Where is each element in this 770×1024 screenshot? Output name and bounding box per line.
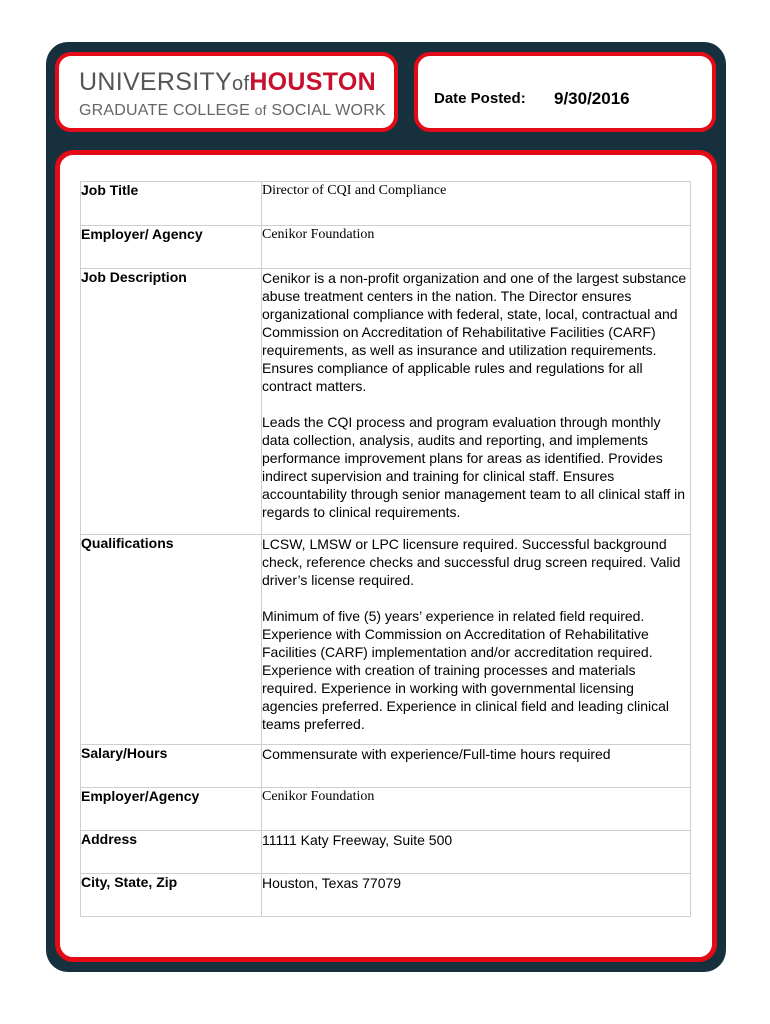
qualifications-paragraph-2: Minimum of five (5) years’ experience in related field required. Experience with Commission on Accreditation of Rehabilitative Facilities (CARF) implementation and/or accreditation required. Experience with creation of training processes and materials required. Experience in working with governmental licensing agencies preferred. Experience in clinical field and leading clinical teams preferred. [262, 608, 670, 732]
row-city-state-zip [81, 874, 691, 917]
row-qualifications [81, 535, 691, 745]
date-posted-label: Date Posted: [434, 90, 526, 107]
city-state-zip-label: City, State, Zip [81, 874, 262, 917]
address-value: 11111 Katy Freeway, Suite 500 [262, 831, 691, 874]
employer-agency-value: Cenikor Foundation [262, 226, 691, 269]
salary-hours-label: Salary/Hours [81, 745, 262, 788]
job-description-paragraph-2: Leads the CQI process and program evaluation through monthly data collection, analysis, audits and reporting, and implements performance improvement plans for areas as identified. Provides indirect supervision and training for clinical staff. Ensures accountability through senior management team to all clinical staff in regards to clinical requirements. [262, 414, 686, 520]
date-posted-box [414, 52, 716, 132]
logo-college-name: GRADUATE COLLEGE of SOCIAL WORK [79, 102, 386, 119]
job-description-value [262, 269, 691, 535]
salary-hours-value: Commensurate with experience/Full-time hours required [262, 745, 691, 788]
job-description-label: Job Description [81, 269, 262, 535]
row-employer-agency [81, 226, 691, 269]
job-title-value: Director of CQI and Compliance [262, 182, 691, 226]
employer-agency-2-label: Employer/Agency [81, 788, 262, 831]
job-details-table [80, 181, 691, 917]
city-state-zip-value: Houston, Texas 77079 [262, 874, 691, 917]
qualifications-label: Qualifications [81, 535, 262, 745]
row-employer-agency-2 [81, 788, 691, 831]
employer-agency-label: Employer/ Agency [81, 226, 262, 269]
date-posted-value: 9/30/2016 [554, 89, 630, 108]
row-address [81, 831, 691, 874]
job-description-paragraph-1: Cenikor is a non-profit organization and one of the largest substance abuse treatment centers in the nation. The Director ensures organizational compliance with federal, state, local, contractual and Commission on Accreditation of Rehabilitative Facilities (CARF) requirements, as well as insurance and utilization requirements. Ensures compliance of applicable rules and regulations for all contract matters. [262, 270, 687, 394]
university-logo [55, 52, 398, 132]
employer-agency-2-value: Cenikor Foundation [262, 788, 691, 831]
job-title-label: Job Title [81, 182, 262, 226]
logo-university-houston: UNIVERSITYofHOUSTON [79, 68, 376, 96]
address-label: Address [81, 831, 262, 874]
qualifications-paragraph-1: LCSW, LMSW or LPC licensure required. Successful background check, reference checks and successful drug screen required. Valid driver’s license required. [262, 536, 681, 588]
row-job-title [81, 182, 691, 226]
row-salary-hours [81, 745, 691, 788]
row-job-description [81, 269, 691, 535]
qualifications-value [262, 535, 691, 745]
